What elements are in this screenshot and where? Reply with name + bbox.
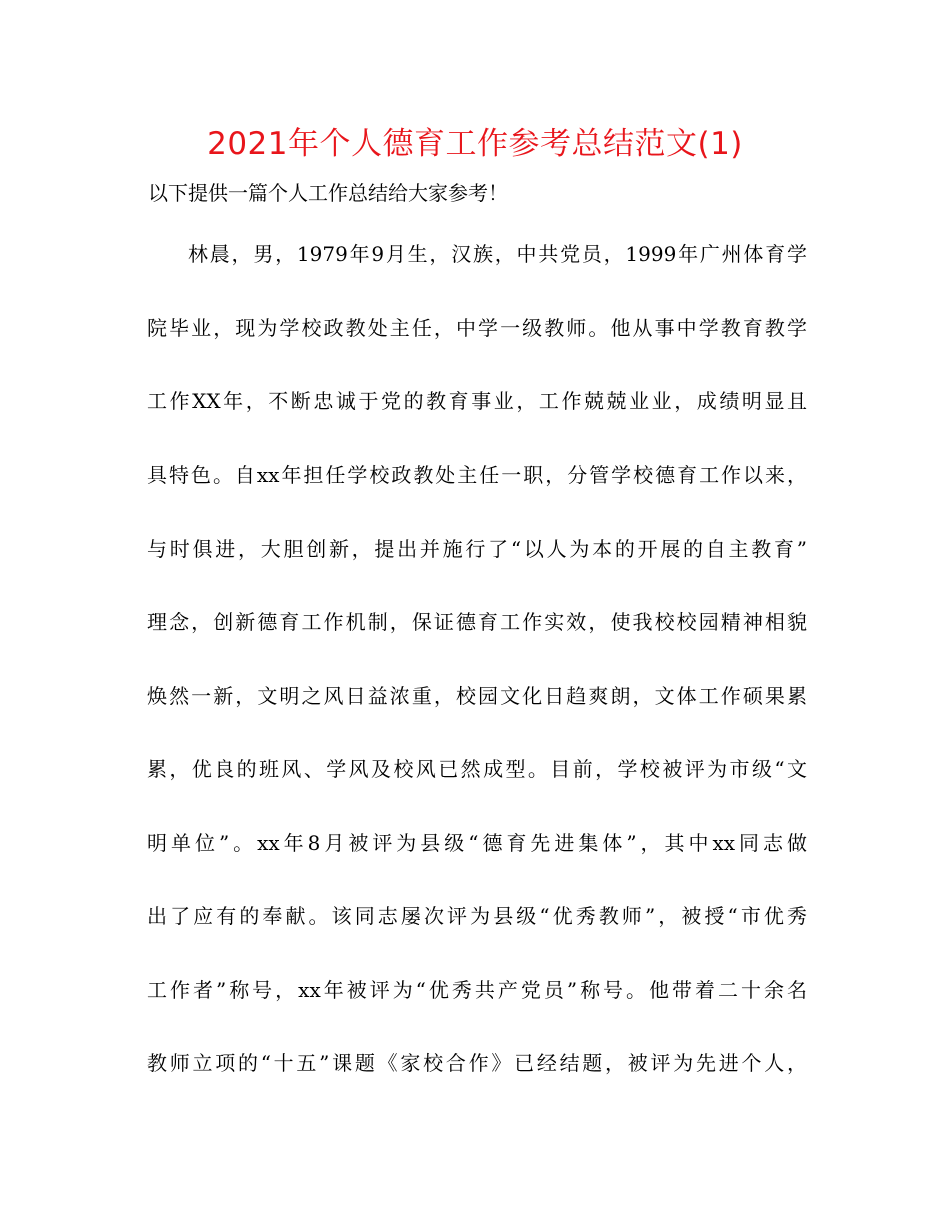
body-line: 工作者”称号，xx年被评为“优秀共产党员”称号。他带着二十余名 [147,978,807,1002]
body-line: 与时俱进，大胆创新，提出并施行了“以人为本的开展的自主教育” [147,537,807,561]
body-line: 工作XX年，不断忠诚于党的教育事业，工作兢兢业业，成绩明显且 [147,389,807,413]
intro-paragraph: 以下提供一篇个人工作总结给大家参考！ [148,181,508,205]
body-line: 具特色。自xx年担任学校政教处主任一职，分管学校德育工作以来， [147,463,807,487]
body-line: 理念，创新德育工作机制，保证德育工作实效，使我校校园精神相貌 [147,610,807,634]
body-line: 院毕业，现为学校政教处主任，中学一级教师。他从事中学教育教学 [147,316,807,340]
body-line: 教师立项的“十五”课题《家校合作》已经结题，被评为先进个人， [147,1051,807,1075]
document-title: 2021年个人德育工作参考总结范文(1) [207,126,743,162]
body-line: 明单位”。xx年8月被评为县级“德育先进集体”，其中xx同志做 [147,831,807,855]
body-line: 焕然一新，文明之风日益浓重，校园文化日趋爽朗，文体工作硕果累 [147,684,807,708]
body-line: 林晨，男，1979年9月生，汉族，中共党员，1999年广州体育学 [188,242,807,266]
body-line: 出了应有的奉献。该同志屡次评为县级“优秀教师”，被授“市优秀 [147,904,807,928]
body-line: 累，优良的班风、学风及校风已然成型。目前，学校被评为市级“文 [147,757,807,781]
